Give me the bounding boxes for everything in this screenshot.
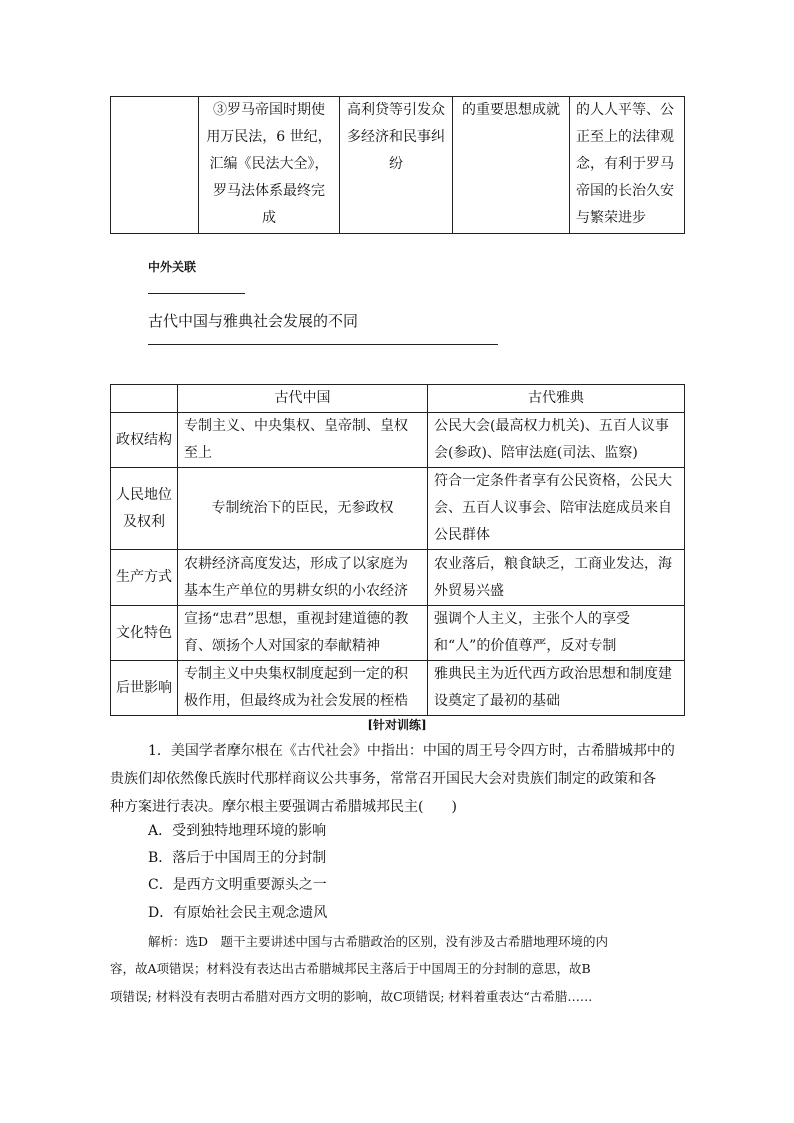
cell-athens: 符合一定条件者享有公民资格，公民大会、五百人议事会、陪审法庭成员来自公民群体 (428, 468, 685, 550)
option-d: D．有原始社会民主观念遗风 (148, 905, 328, 921)
header-china: 古代中国 (178, 385, 428, 413)
cell-china: 农耕经济高度发达，形成了以家庭为基本生产单位的男耕女织的小农经济 (178, 550, 428, 606)
cell-line: 汇编《民法大全》， (209, 156, 329, 172)
row-label-line: 人民地位 (116, 486, 172, 503)
analysis-line: 解析：选D 题干主要讲述中国与古希腊政治的区别，没有涉及古希腊地理环境的内 (148, 934, 609, 949)
section-label: 中外关联 (148, 260, 197, 274)
top-continuation-table (110, 96, 685, 234)
top-cell-achievement (453, 97, 570, 234)
header-empty (111, 385, 178, 413)
cell-athens: 强调个人主义，主张个人的享受和“人”的价值尊严，反对专制 (428, 606, 685, 661)
row-label: 文化特色 (111, 606, 178, 661)
cell-line: 高利贷等引发众 (347, 102, 445, 118)
cell-athens: 农业落后，粮食缺乏，工商业发达，海外贸易兴盛 (428, 550, 685, 606)
cell-athens: 雅典民主为近代西方政治思想和制度建设奠定了最初的基础 (428, 661, 685, 716)
divider (148, 344, 498, 345)
cell-line: 与繁荣进步 (576, 210, 646, 226)
divider (148, 293, 245, 294)
top-cell-significance (570, 97, 685, 234)
section-title: 古代中国与雅典社会发展的不同 (148, 312, 359, 330)
practice-caption: [针对训练] (367, 718, 427, 732)
question-line: 1．美国学者摩尔根在《古代社会》中指出：中国的周王号令四方时，古希腊城邦中的 (148, 743, 675, 759)
header-athens: 古代雅典 (428, 385, 685, 413)
cell-line: 的重要思想成就 (462, 102, 560, 118)
analysis-line: 容，故A项错误；材料没有表达出古希腊城邦民主落后于中国周王的分封制的意思，故B (110, 961, 591, 976)
cell-line: 的人人平等、公 (576, 102, 674, 118)
top-cell-disputes (340, 97, 453, 234)
cell-line: 正至上的法律观 (576, 129, 674, 145)
cell-china: 专制主义、中央集权、皇帝制、皇权至上 (178, 413, 428, 468)
cell-china: 专制主义中央集权制度起到一定的积极作用，但最终成为社会发展的桎梏 (178, 661, 428, 716)
row-label (111, 468, 178, 550)
option-b: B．落后于中国周王的分封制 (148, 850, 327, 866)
comparison-table (110, 384, 685, 716)
cell-line: 帝国的长治久安 (576, 183, 674, 199)
cell-line: 成 (262, 210, 276, 226)
row-label: 生产方式 (111, 550, 178, 606)
cell-athens: 公民大会(最高权力机关)、五百人议事会(参政)、陪审法庭(司法、监察) (428, 413, 685, 468)
row-label-line: 及权利 (123, 513, 165, 530)
empty-cell (111, 97, 199, 234)
cell-china: 专制统治下的臣民，无参政权 (178, 468, 428, 550)
row-label: 后世影响 (111, 661, 178, 716)
cell-line: 罗马法体系最终完 (213, 183, 325, 199)
cell-line: 多经济和民事纠 (347, 129, 445, 145)
analysis-line: 项错误; 材料没有表明古希腊对西方文明的影响，故C项错误; 材料着重表达“古希腊…… (110, 989, 593, 1004)
row-label: 政权结构 (111, 413, 178, 468)
cell-line: 念，有利于罗马 (576, 156, 674, 172)
cell-line: 纷 (389, 156, 403, 172)
question-line: 贵族们却依然像氏族时代那样商议公共事务，常常召开国民大会对贵族们制定的政策和各 (110, 771, 656, 787)
question-line: 种方案进行表决。摩尔根主要强调古希腊城邦民主( ) (110, 799, 457, 815)
cell-china: 宣扬“忠君”思想，重视封建道德的教育、颂扬个人对国家的奉献精神 (178, 606, 428, 661)
option-a: A．受到独特地理环境的影响 (148, 823, 327, 839)
option-c: C．是西方文明重要源头之一 (148, 877, 327, 893)
top-cell-roman-law (199, 97, 340, 234)
cell-line: 用万民法，6 世纪， (206, 129, 332, 145)
cell-line: ③罗马帝国时期使 (213, 102, 325, 118)
